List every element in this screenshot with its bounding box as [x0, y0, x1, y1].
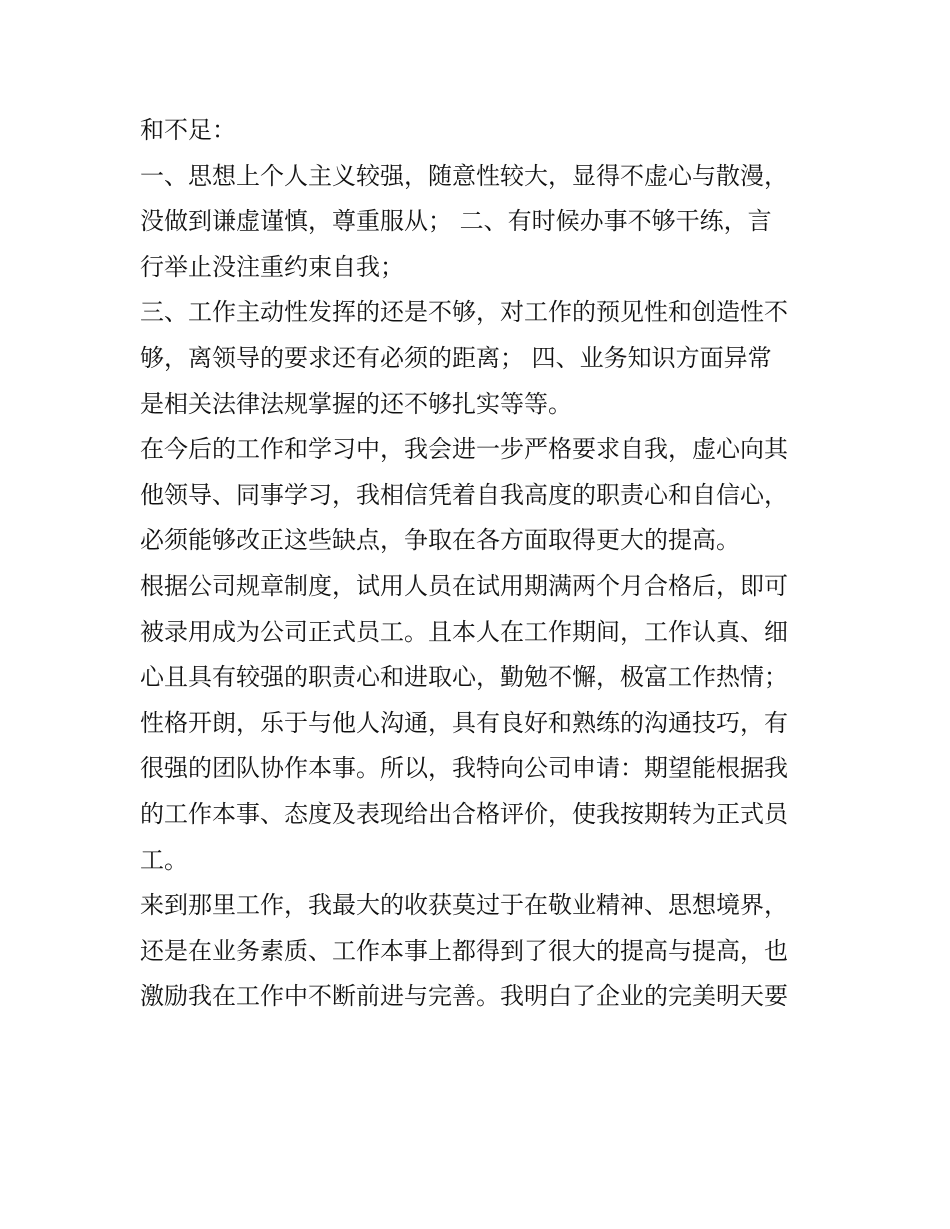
text-line: 够，离领导的要求还有必须的距离； 四、业务知识方面异常: [140, 343, 772, 372]
text-line: 工。: [140, 845, 188, 874]
text-line: 必须能够改正这些缺点，争取在各方面取得更大的提高。: [140, 526, 740, 555]
text-line: 一、思想上个人主义较强，随意性较大，显得不虚心与散漫，: [140, 161, 788, 190]
text-line: 和不足：: [140, 116, 236, 144]
text-line: 性格开朗，乐于与他人沟通，具有良好和熟练的沟通技巧，有: [140, 708, 788, 737]
text-line: 被录用成为公司正式员工。且本人在工作期间，工作认真、细: [140, 617, 788, 646]
text-line: 还是在业务素质、工作本事上都得到了很大的提高与提高，也: [140, 936, 788, 965]
text-line: 行举止没注重约束自我；: [140, 252, 404, 281]
text-line: 的工作本事、态度及表现给出合格评价，使我按期转为正式员: [140, 799, 788, 828]
text-line: 来到那里工作，我最大的收获莫过于在敬业精神、思想境界，: [140, 891, 788, 920]
text-line: 他领导、同事学习，我相信凭着自我高度的职责心和自信心，: [140, 480, 788, 509]
text-line: 心且具有较强的职责心和进取心，勤勉不懈，极富工作热情；: [140, 663, 788, 692]
document-body: [140, 108, 820, 1020]
text-line: 很强的团队协作本事。所以，我特向公司申请：期望能根据我: [140, 754, 788, 783]
text-line: 激励我在工作中不断前进与完善。我明白了企业的完美明天要: [140, 982, 788, 1011]
text-line: 没做到谦虚谨慎，尊重服从； 二、有时候办事不够干练，言: [140, 207, 772, 236]
text-line: 三、工作主动性发挥的还是不够，对工作的预见性和创造性不: [140, 298, 788, 327]
text-line: 是相关法律法规掌握的还不够扎实等等。: [140, 389, 572, 418]
text-line: 根据公司规章制度，试用人员在试用期满两个月合格后，即可: [140, 571, 788, 600]
text-line: 在今后的工作和学习中，我会进一步严格要求自我，虚心向其: [140, 435, 788, 464]
